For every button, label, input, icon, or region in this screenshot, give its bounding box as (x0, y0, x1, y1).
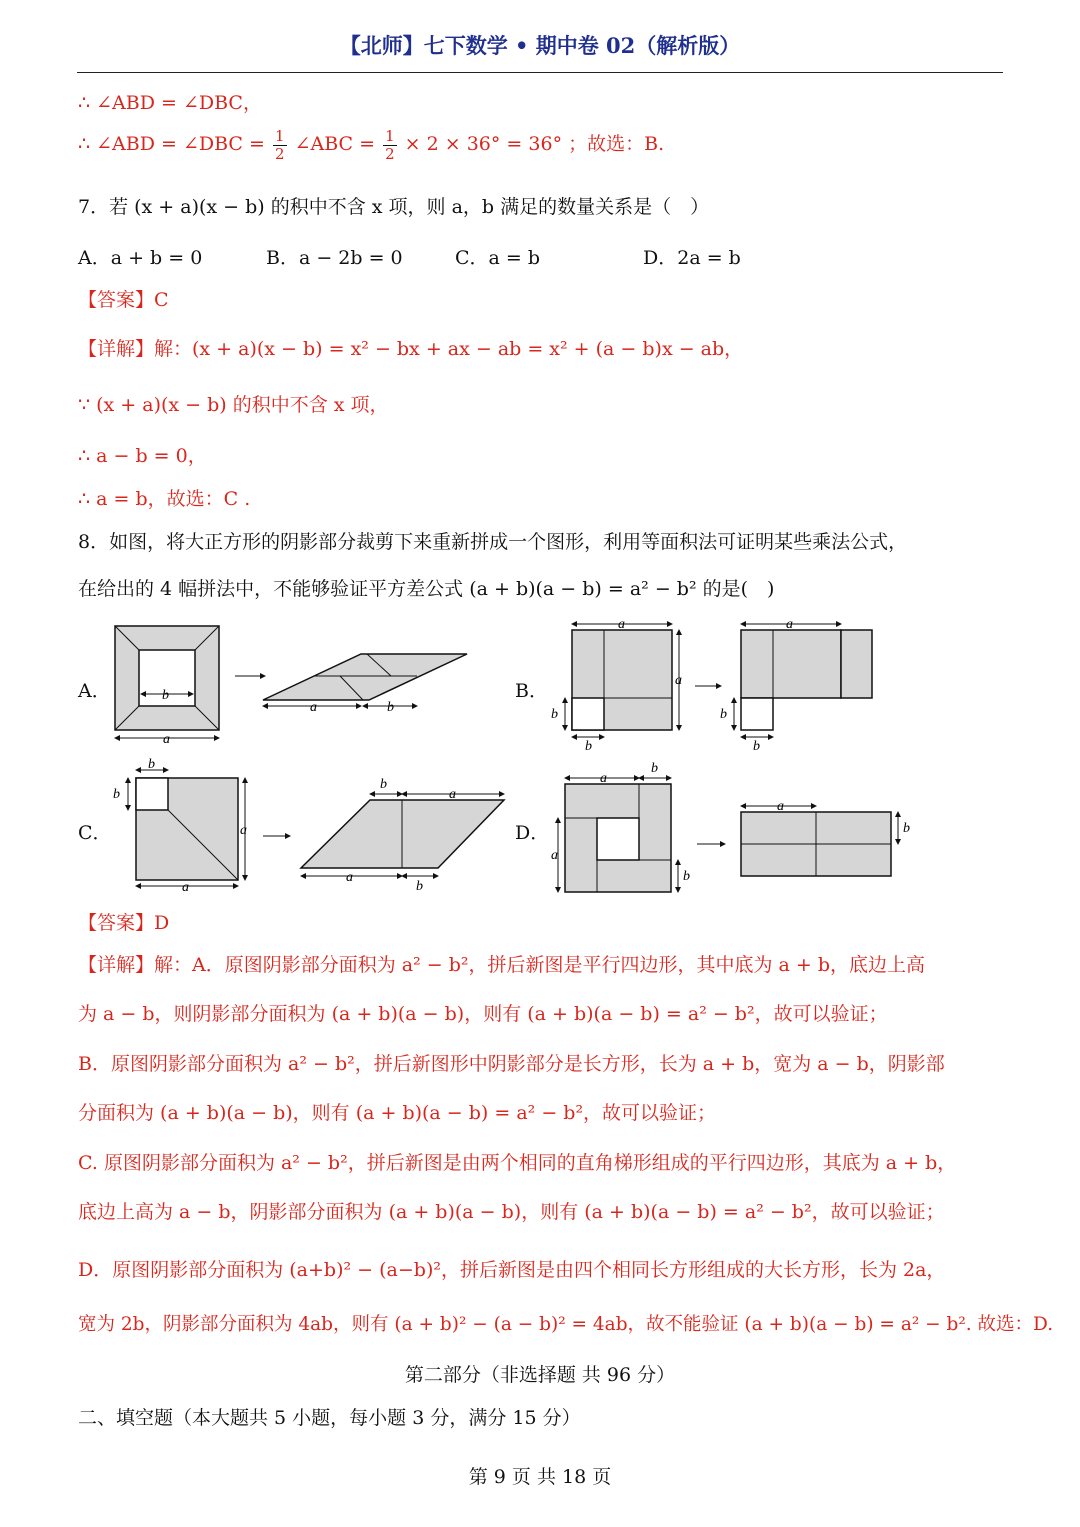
label-a: a (163, 732, 170, 747)
q7-option-b: B．a − 2b = 0 (266, 247, 403, 269)
label-a: a (310, 700, 317, 715)
label-a: a (618, 617, 625, 632)
label-a: a (182, 880, 189, 895)
label-b: b (162, 688, 169, 703)
fraction-half-2: $\frac{1}{2}$ (385, 127, 395, 163)
line-angle-calc (78, 128, 664, 162)
q8-detail-1: 【详解】解：A．原图阴影部分面积为 a² − b²，拼后新图是平行四边形，其中底为 a + b，底边上高 (78, 954, 926, 976)
part-two-heading: 第二部分（非选择题 共 96 分） (404, 1364, 676, 1386)
label-a: a (449, 787, 456, 802)
label-a: a (675, 673, 682, 688)
angle-calc-part1: ∴ ∠ABD = ∠DBC = (78, 133, 265, 155)
label-b: b (148, 757, 155, 772)
label-a: a (786, 617, 793, 632)
q7-detail-1: 【详解】解：(x + a)(x − b) = x² − bx + ax − ab = x² + (a − b)x − ab， (78, 338, 744, 360)
q7-option-d: D．2a = b (643, 247, 741, 269)
q7-answer: 【答案】C (78, 289, 169, 311)
label-a: a (551, 848, 558, 863)
q8-detail-2: 为 a − b，则阴影部分面积为 (a + b)(a − b)，则有 (a + b)(a − b) = a² − b²，故可以验证； (78, 1003, 888, 1025)
angle-calc-part2: ∠ABC = (294, 133, 376, 155)
label-b: b (683, 869, 690, 884)
figure-label-a: A． (78, 680, 111, 702)
label-b: b (416, 879, 423, 894)
q7-detail-2: ∵ (x + a)(x − b) 的积中不含 x 项， (78, 394, 389, 416)
figure-label-b: B． (515, 680, 548, 702)
label-b: b (380, 777, 387, 792)
page-header-title: 【北师】七下数学 • 期中卷 02（解析版） (339, 33, 741, 58)
page-number: 第 9 页 共 18 页 (468, 1466, 612, 1488)
q8-answer: 【答案】D (78, 912, 170, 934)
figure-d (545, 756, 925, 896)
figure-c (108, 756, 508, 896)
figure-label-c: C． (78, 822, 112, 844)
label-b: b (551, 707, 558, 722)
q7-option-a: A．a + b = 0 (78, 247, 203, 269)
label-a: a (600, 771, 607, 786)
label-b: b (113, 787, 120, 802)
label-a: a (240, 823, 247, 838)
label-a: a (346, 870, 353, 885)
label-b: b (585, 739, 592, 754)
figure-a (105, 618, 475, 748)
q8-detail-7: D．原图阴影部分面积为 (a+b)² − (a−b)²，拼后新图是由四个相同长方形组成的大长方形，长为 2a， (78, 1259, 946, 1281)
label-b: b (753, 739, 760, 754)
question-8-line-2: 在给出的 4 幅拼法中，不能够验证平方差公式 (a + b)(a − b) = a² − b² 的是( ) (78, 578, 775, 600)
label-a: a (777, 799, 784, 814)
line-angle-equal: ∴ ∠ABD = ∠DBC， (78, 92, 262, 114)
angle-calc-choice: ；故选：B. (568, 133, 665, 155)
q8-detail-8: 宽为 2b，阴影部分面积为 4ab，则有 (a + b)² − (a − b)² = 4ab，故不能验证 (a + b)(a − b) = a² − b². 故选：D. (78, 1314, 1054, 1335)
q7-detail-3: ∴ a − b = 0， (78, 445, 207, 467)
label-b: b (651, 761, 658, 776)
section-fill-blank-heading: 二、填空题（本大题共 5 小题，每小题 3 分，满分 15 分） (78, 1407, 581, 1429)
fraction-half-1: $\frac{1}{2}$ (274, 127, 285, 163)
figure-label-d: D． (515, 822, 550, 844)
label-b: b (903, 821, 910, 836)
q8-detail-6: 底边上高为 a − b，阴影部分面积为 (a + b)(a − b)，则有 (a + b)(a − b) = a² − b²，故可以验证； (78, 1201, 945, 1223)
label-b: b (387, 700, 394, 715)
figure-b (545, 612, 895, 757)
question-7: 7．若 (x + a)(x − b) 的积中不含 x 项，则 a，b 满足的数量关系是（ ） (78, 196, 710, 218)
header-divider (77, 72, 1003, 73)
q7-option-c: C．a = b (455, 247, 541, 269)
q8-detail-5: C. 原图阴影部分面积为 a² − b²，拼后新图是由两个相同的直角梯形组成的平行四边形，其底为 a + b， (78, 1152, 957, 1174)
q7-detail-4: ∴ a = b，故选：C . (78, 488, 251, 510)
label-b: b (720, 707, 727, 722)
angle-calc-part3: × 2 × 36° = 36° (404, 133, 563, 155)
q8-detail-4: 分面积为 (a + b)(a − b)，则有 (a + b)(a − b) = a² − b²，故可以验证； (78, 1102, 717, 1124)
question-8-line-1: 8．如图，将大正方形的阴影部分裁剪下来重新拼成一个图形，利用等面积法可证明某些乘法公式， (78, 531, 908, 553)
q8-detail-3: B．原图阴影部分面积为 a² − b²，拼后新图形中阴影部分是长方形，长为 a + b，宽为 a − b，阴影部 (78, 1053, 945, 1075)
